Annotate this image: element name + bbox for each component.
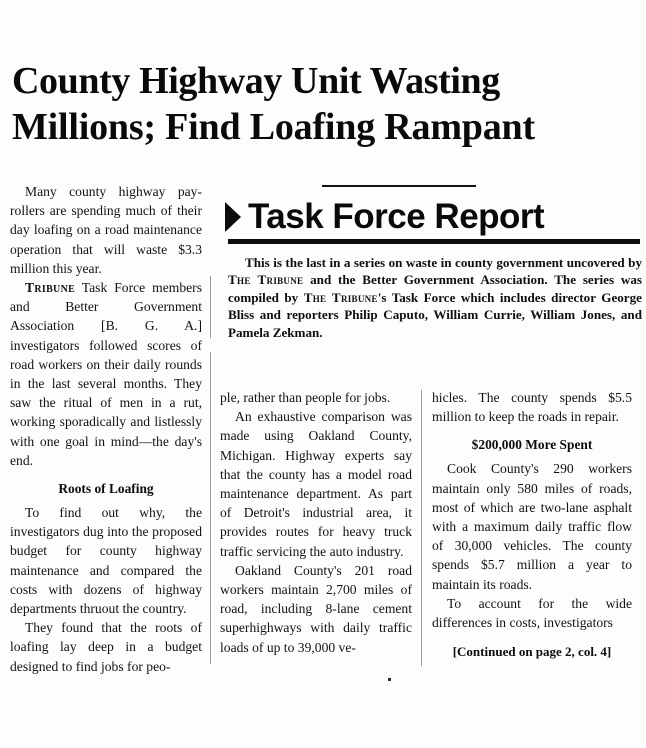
standfirst-smallcaps-1: The Tribune: [228, 272, 304, 288]
headline-line-1: County Highway Unit Wasting: [12, 60, 500, 102]
column-rule-1: [210, 352, 211, 664]
headline: [12, 58, 638, 150]
column-rule-2: [421, 390, 422, 666]
standfirst-smallcaps-2: The Tribune: [303, 289, 378, 305]
subhead-roots-of-loafing: Roots of Loafing: [58, 481, 154, 497]
paragraph-text: Task Force members and Better Government Association [B. G. A.] investigators followed scores of road workers on their daily rounds in the last several months. They saw the ritual of men in a rut, working sporadically and listlessly with one goal in mind—the day's end.: [10, 280, 202, 468]
ink-speck: [388, 678, 391, 681]
right-triangle-icon: [225, 202, 241, 232]
column-rule-upper: [210, 276, 211, 338]
column-1: [10, 182, 202, 676]
continued-note: [Continued on page 2, col. 4]: [452, 644, 612, 660]
paragraph: ple, rather than people for jobs.: [220, 390, 391, 405]
paragraph: To find out why, the investigators dug into the proposed budget for county highway maintenance and compared the costs with dozens of highway departments thruout the country.: [10, 505, 202, 617]
paragraph: Oakland County's 201 road workers maintain 2,700 miles of road, including 8-lane cement superhighways with daily traffic loads of up to 39,000 ve-: [220, 562, 412, 655]
standfirst-part-1: This is the last in a series on waste in county government uncovered by: [245, 255, 642, 270]
paragraph: [10, 278, 202, 470]
standfirst-part-2: and the Better Government Association. The series was compiled by: [228, 272, 642, 305]
banner-top-rule: [322, 185, 476, 187]
paragraph: An exhaustive comparison was made using Oakland County, Michigan. Highway experts say that the county has a model road maintenance department. As part of Detroit's industrial area, it provides routes for heavy truck traffic servicing the auto industry.: [220, 409, 412, 559]
banner-title: Task Force Report: [248, 197, 545, 236]
banner-bottom-rule: [228, 239, 640, 244]
paragraph: They found that the roots of loafing lay deep in a budget designed to find jobs for peo-: [10, 620, 202, 674]
headline-line-2: Millions; Find Loafing Rampant: [12, 106, 535, 148]
column-2: [220, 388, 412, 657]
paragraph: hicles. The county spends $5.5 million to keep the roads in repair.: [432, 390, 632, 425]
standfirst: [228, 254, 642, 341]
paragraph: Many county highway pay-rollers are spending much of their day loafing on a road maintenance operation that will waste $3.3 million this year.: [10, 184, 202, 276]
standfirst-part-3: 's Task Force which includes director George Bliss and reporters Philip Caputo, William Currie, William Jones, and Pamela Zekman.: [228, 289, 642, 340]
paragraph: Cook County's 290 workers maintain only 580 miles of roads, most of which are two-lane asphalt with a maximum daily traffic flow of 30,000 vehicles. The county spends $5.7 million a year to maintain its roads.: [432, 461, 632, 592]
banner-row: [228, 198, 544, 236]
paragraph: To account for the wide differences in costs, investigators: [432, 595, 632, 631]
column-3: [432, 388, 632, 661]
subhead-more-spent: $200,000 More Spent: [471, 437, 593, 453]
tribune-smallcaps: Tribune: [25, 280, 76, 296]
